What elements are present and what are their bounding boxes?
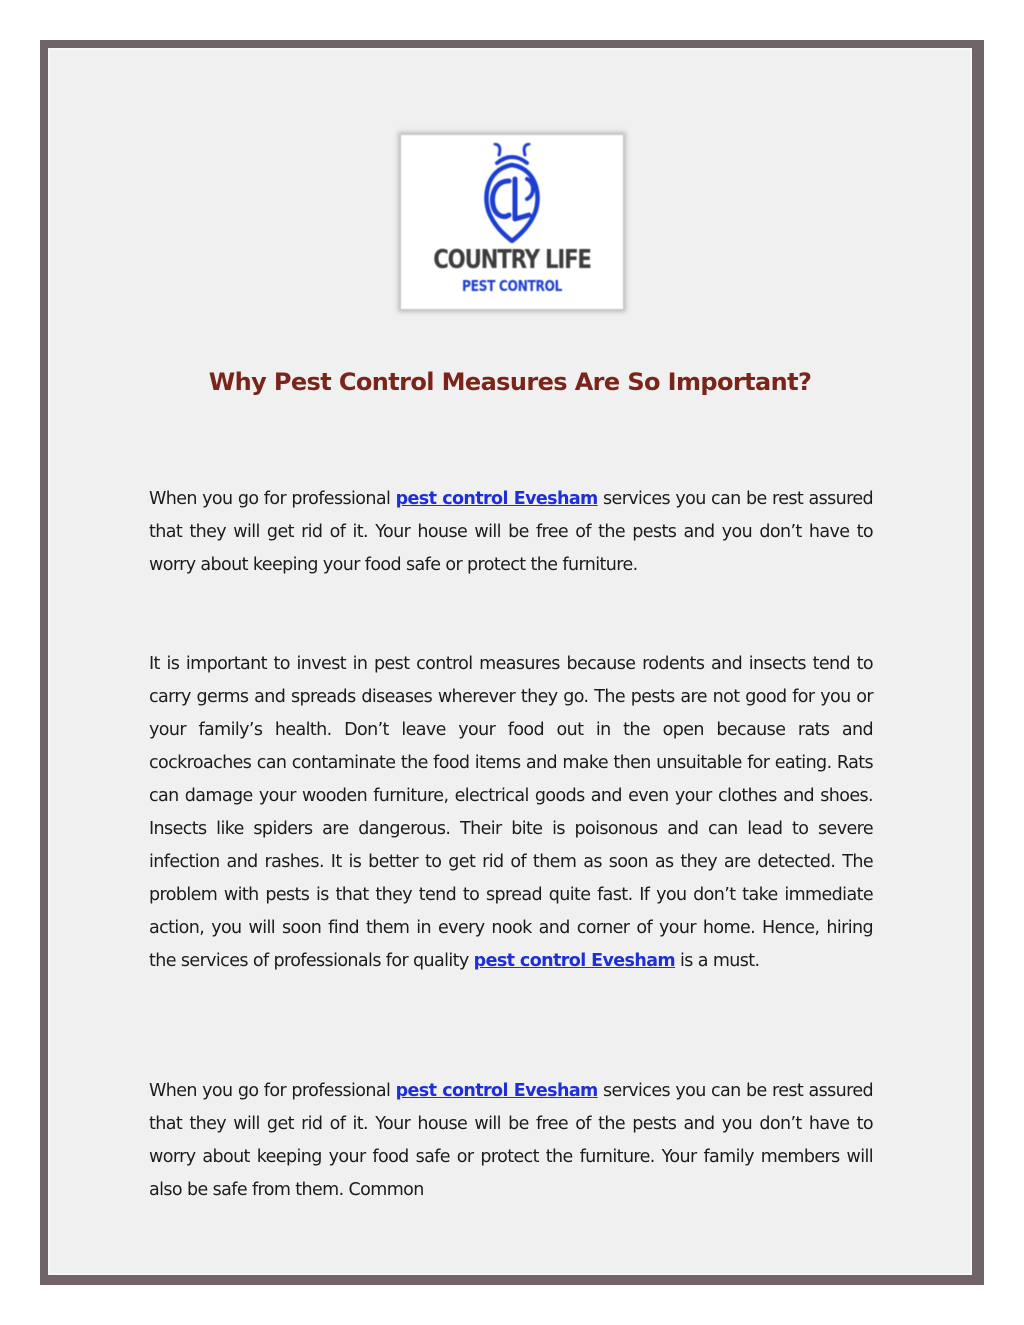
pest-control-evesham-link[interactable]: pest control Evesham bbox=[395, 489, 598, 509]
page-frame bbox=[40, 40, 984, 1285]
paragraph-2 bbox=[149, 648, 873, 978]
pest-control-evesham-link[interactable]: pest control Evesham bbox=[473, 951, 676, 971]
bug-cl-monogram-icon bbox=[475, 143, 549, 243]
logo-tagline: PEST CONTROL bbox=[462, 277, 562, 295]
company-logo bbox=[401, 135, 623, 309]
paragraph-text: is a must. bbox=[675, 951, 760, 971]
document-page bbox=[48, 48, 972, 1275]
pest-control-evesham-link[interactable]: pest control Evesham bbox=[395, 1081, 598, 1101]
paragraph-text: services you can be rest assured that they will get rid of it. Your house will be free of the pests and you don’t have to worry about keeping your food safe or protect the furniture. Your family members will also be safe from them. Common bbox=[149, 1081, 874, 1200]
paragraph-text: When you go for professional bbox=[149, 1081, 396, 1101]
paragraph-text: When you go for professional bbox=[149, 489, 396, 509]
paragraph-1 bbox=[149, 483, 873, 582]
paragraph-text: It is important to invest in pest control measures because rodents and insects tend to carry germs and spreads diseases wherever they go. The pests are not good for you or your family’s health. Don’t leave your food out in the open because rats and cockroaches can contaminate the food items and make then unsuitable for eating. Rats can damage your wooden furniture, electrical goods and even your clothes and shoes. Insects like spiders are dangerous. Their bite is poisonous and can lead to severe infection and rashes. It is better to get rid of them as soon as they are detected. The problem with pests is that they tend to spread quite fast. If you don’t take immediate action, you will soon find them in every nook and corner of your home. Hence, hiring the services of professionals for quality bbox=[149, 654, 873, 971]
paragraph-text: services you can be rest assured that they will get rid of it. Your house will be free of the pests and you don’t have to worry about keeping your food safe or protect the furniture. bbox=[149, 489, 874, 575]
document-title: Why Pest Control Measures Are So Important? bbox=[208, 368, 812, 396]
logo-wordmark: COUNTRY LIFE bbox=[433, 245, 591, 275]
paragraph-3 bbox=[149, 1075, 873, 1207]
